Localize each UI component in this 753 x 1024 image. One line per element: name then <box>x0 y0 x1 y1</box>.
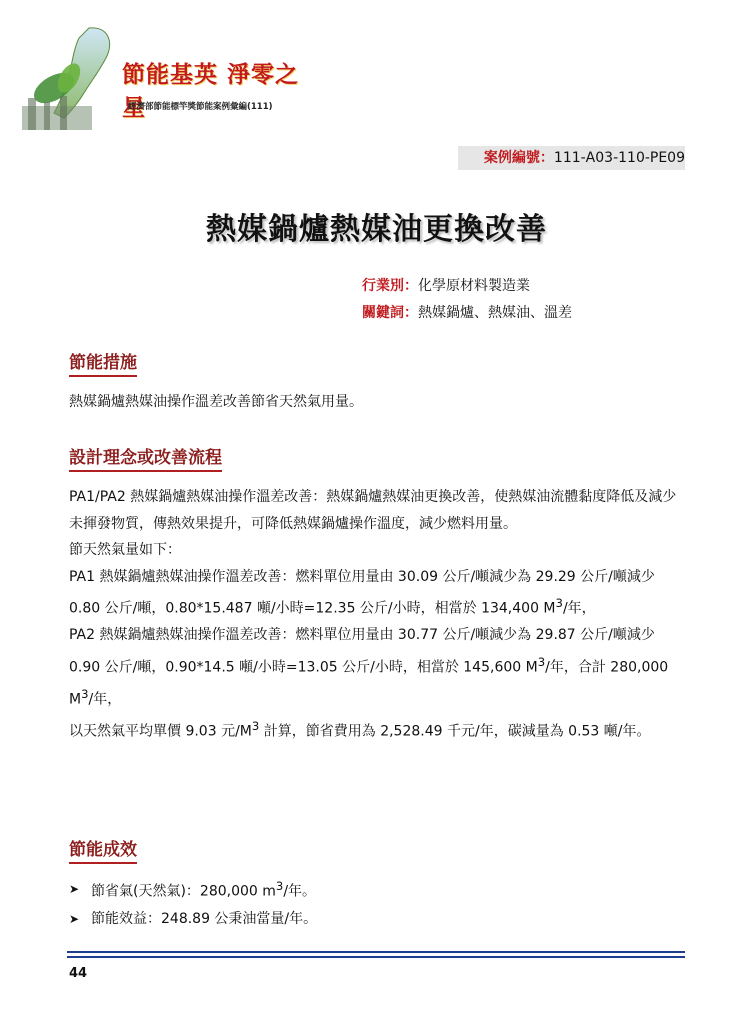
cost-sup: 3 <box>251 718 260 733</box>
industry-label: 行業別： <box>362 278 418 294</box>
measures-body <box>69 389 685 416</box>
case-number-value: 111-A03-110-PE09 <box>553 150 685 166</box>
cost-text: 以天然氣平均單價 9.03 元/M <box>69 723 252 740</box>
results-list <box>69 873 317 933</box>
pa2-text: PA2 熱媒鍋爐熱媒油操作溫差改善：燃料單位用量由 30.77 公斤/噸減少為 29.87 公斤/噸減少 0.90 公斤/噸，0.90*14.5 噸/小時=13.05 公斤/小時，相當於 145,600 M <box>69 627 655 676</box>
case-number-box <box>458 146 685 170</box>
measures-text: 熱媒鍋爐熱媒油操作溫差改善節省天然氣用量。 <box>69 394 363 410</box>
pa2-tail: /年， <box>88 691 122 708</box>
pa1-tail: /年， <box>562 600 596 617</box>
footer-rule-top <box>67 951 685 953</box>
pa1-text: PA1 熱媒鍋爐熱媒油操作溫差改善：燃料單位用量由 30.09 公斤/噸減少為 29.29 公斤/噸減少 0.80 公斤/噸，0.80*15.487 噸/小時=12.35 公斤/小時，相當於 134,400 M <box>69 568 655 617</box>
cost-tail: 計算，節省費用為 2,528.49 千元/年，碳減量為 0.53 噸/年。 <box>259 723 651 740</box>
keywords-label: 關鍵詞： <box>362 305 418 321</box>
header-logo <box>14 18 304 138</box>
case-number-label: 案例編號： <box>483 150 554 166</box>
logo-subtitle: 經濟部節能標竿獎節能案例彙編(111) <box>128 102 273 112</box>
result-1: 節省氣(天然氣)：280,000 $m^3/$年。 <box>91 879 317 900</box>
design-paragraph-3 <box>69 564 685 623</box>
industry-line <box>362 275 530 295</box>
design-paragraph-5 <box>69 713 685 745</box>
keywords-line <box>362 302 572 322</box>
footer-rule-bottom <box>67 956 685 958</box>
page-title: 熱媒鍋爐熱媒油更換改善 <box>206 212 547 247</box>
list-item <box>69 906 317 933</box>
design-body <box>69 484 685 745</box>
design-paragraph-1: PA1/PA2 熱媒鍋爐熱媒油操作溫差改善：熱媒鍋爐熱媒油更換改善，使熱媒油流體黏度降低及減少未揮發物質，傳熱效果提升，可降低熱媒鍋爐操作溫度，減少燃料用量。 <box>69 489 677 532</box>
pa2-sup: 3 <box>537 654 546 669</box>
pa2-mid: /年，合計 280,000 M <box>69 659 669 708</box>
design-paragraph-4 <box>69 622 685 713</box>
page-number: 44 <box>69 966 88 981</box>
section-heading-measures: 節能措施 <box>69 348 137 377</box>
result-2: 節能效益：248.89 公秉油當量/年。 <box>91 910 318 927</box>
list-item <box>69 873 317 906</box>
keywords-value: 熱媒鍋爐、熱媒油、溫差 <box>418 305 572 321</box>
industry-value: 化學原材料製造業 <box>418 278 530 294</box>
arrow-bullet-icon: ➤ <box>69 881 80 896</box>
section-heading-design: 設計理念或改善流程 <box>69 443 222 472</box>
arrow-bullet-icon: ➤ <box>69 911 80 926</box>
design-paragraph-2: 節天然氣量如下： <box>69 542 181 558</box>
section-heading-results: 節能成效 <box>69 835 137 864</box>
pa2-sup-2: 3 <box>81 686 89 701</box>
pa1-sup: 3 <box>555 596 563 610</box>
taiwan-leaf-logo-icon <box>14 18 124 138</box>
logo-title: 節能基英 淨零之星 <box>122 61 300 121</box>
